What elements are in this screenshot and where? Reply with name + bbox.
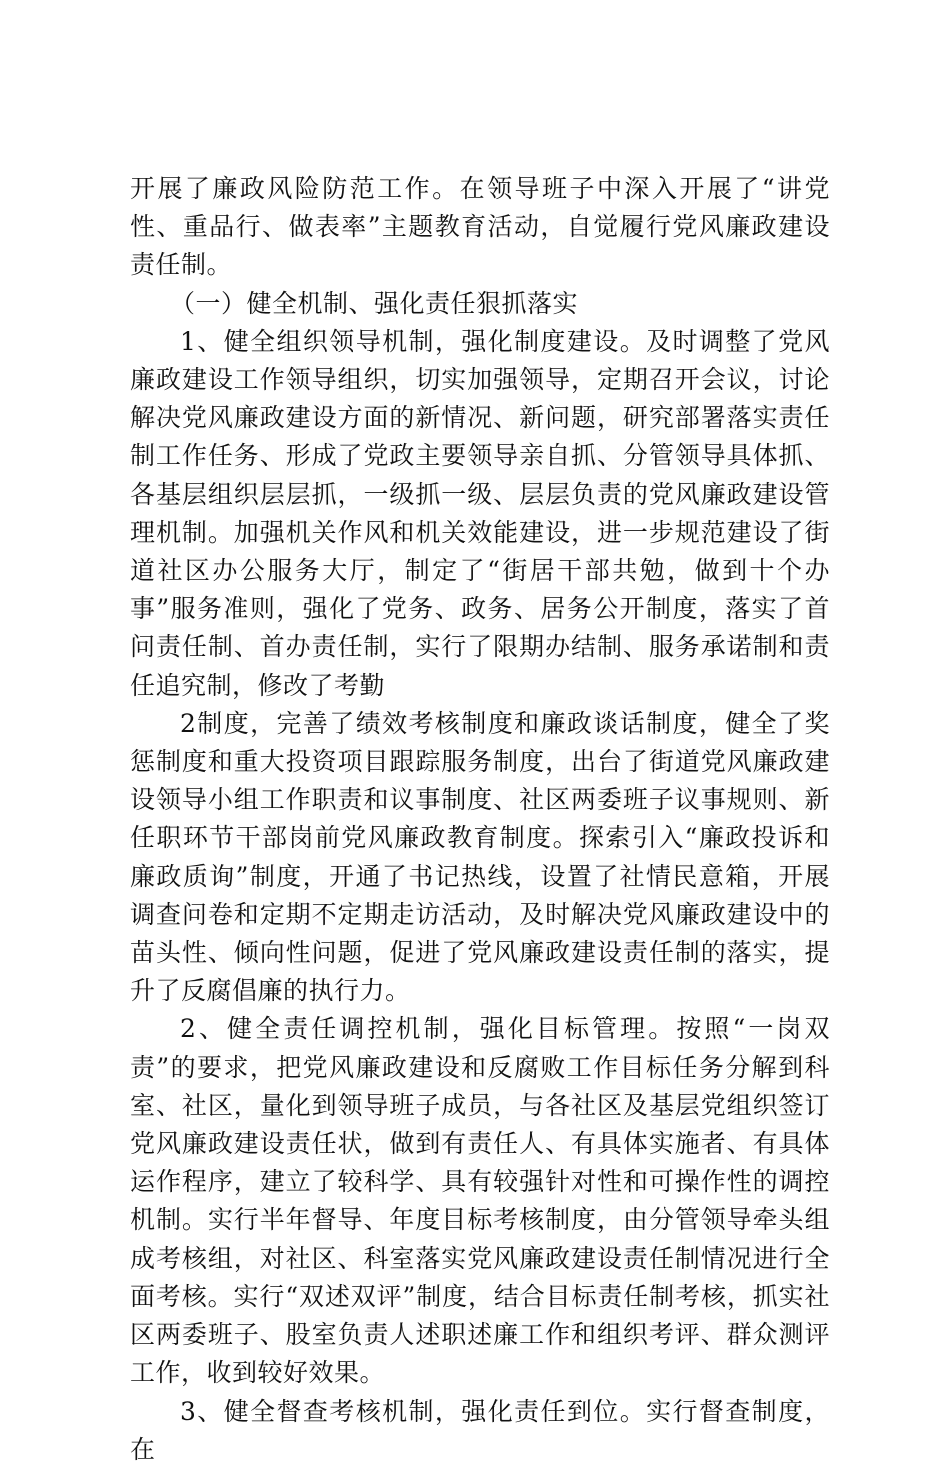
section-heading: （一）健全机制、强化责任狠抓落实 — [170, 288, 579, 318]
paragraph-3: 2、健全责任调控机制，强化目标管理。按照“一岗双责”的要求，把党风廉政建设和反腐败工作目标任务分解到科室、社区，量化到领导班子成员，与各社区及基层党组织签订党风廉政建设责任状，做到有责任人、有具体实施者、有具体运作程序，建立了较科学、具有较强针对性和可操作性的调控机制。实行半年督导、年度目标考核制度，由分管领导牵头组成考核组，对社区、科室落实党风廉政建设责任制情况进行全面考核。实行“双述双评”制度，结合目标责任制考核，抓实社区两委班子、股室负责人述职述廉工作和组织考评、群众测评工作，收到较好效果。 — [130, 1014, 830, 1388]
document-body — [130, 170, 830, 1469]
paragraph-2: 2制度，完善了绩效考核制度和廉政谈话制度，健全了奖惩制度和重大投资项目跟踪服务制度，出台了街道党风廉政建设领导小组工作职责和议事制度、社区两委班子议事规则、新任职环节干部岗前党风廉政教育制度。探索引入“廉政投诉和廉政质询”制度，开通了书记热线，设置了社情民意箱，开展调查问卷和定期不定期走访活动，及时解决党风廉政建设中的苗头性、倾向性问题，促进了党风廉政建设责任制的落实，提升了反腐倡廉的执行力。 — [130, 708, 830, 1006]
paragraph-4: 3、健全督查考核机制，强化责任到位。实行督查制度，在 — [130, 1396, 830, 1464]
paragraph-continuation: 开展了廉政风险防范工作。在领导班子中深入开展了“讲党性、重品行、做表率”主题教育活动，自觉履行党风廉政建设责任制。 — [130, 174, 830, 280]
paragraph-1: 1、健全组织领导机制，强化制度建设。及时调整了党风廉政建设工作领导组织，切实加强领导，定期召开会议，讨论解决党风廉政建设方面的新情况、新问题，研究部署落实责任制工作任务、形成了党政主要领导亲自抓、分管领导具体抓、各基层组织层层抓，一级抓一级、层层负责的党风廉政建设管理机制。加强机关作风和机关效能建设，进一步规范建设了街道社区办公服务大厅，制定了“街居干部共勉，做到十个办事”服务准则，强化了党务、政务、居务公开制度，落实了首问责任制、首办责任制，实行了限期办结制、服务承诺制和责任追究制，修改了考勤 — [130, 326, 830, 700]
